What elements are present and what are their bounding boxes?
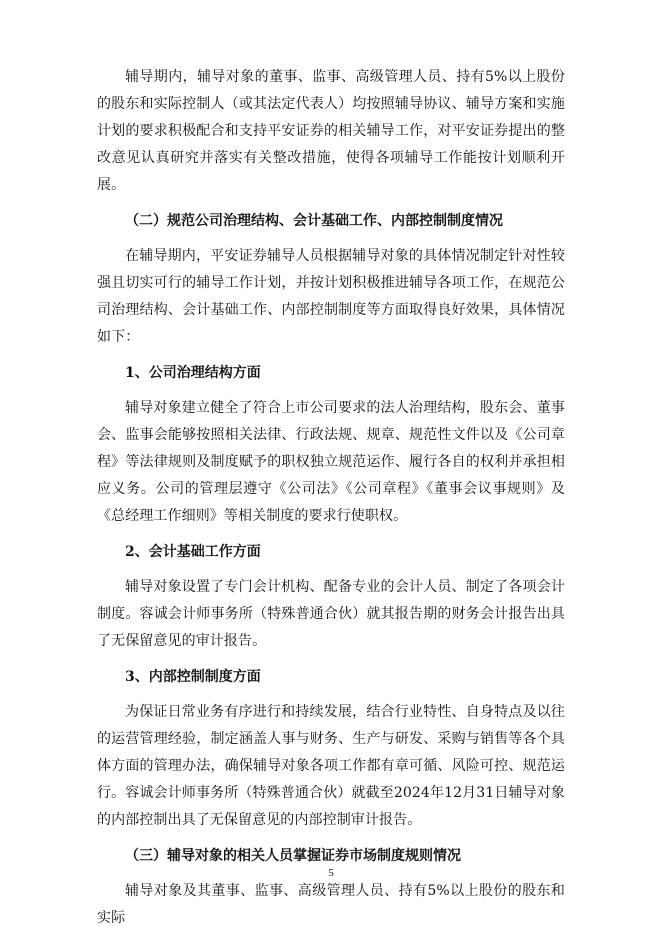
subheading-accounting: 2、会计基础工作方面 <box>125 544 261 560</box>
paragraph-guidance-cooperation: 辅导期内，辅导对象的董事、监事、高级管理人员、持有5%以上股份的股东和实际控制人（或其法定代表人）均按照辅导协议、辅导方案和实施计划的要求积极配合和支持平安证券的相关辅导工作，对平安证券提出的整改意见认真研究并落实有关整改措施，使得各项辅导工作能按计划顺利开展。 <box>97 69 565 193</box>
paragraph-internal-control: 为保证日常业务有序进行和持续发展，结合行业特性、自身特点及以往的运营管理经验，制定涵盖人事与财务、生产与研发、采购与销售等各个具体方面的管理办法，确保辅导对象各项工作都有章可循、风险可控、规范运行。容诚会计师事务所（特殊普通合伙）就截至2024年12月31日辅导对象的内部控制出具了无保留意见的内部控制审计报告。 <box>97 704 565 828</box>
paragraph-market-rules: 辅导对象及其董事、监事、高级管理人员、持有5%以上股份的股东和实际 <box>97 883 565 926</box>
section-heading-governance: （二）规范公司治理结构、会计基础工作、内部控制制度情况 <box>125 213 503 229</box>
paragraph-guidance-plan: 在辅导期内，平安证券辅导人员根据辅导对象的具体情况制定针对性较强且切实可行的辅导工作计划，并按计划积极推进辅导各项工作，在规范公司治理结构、会计基础工作、内部控制制度等方面取得良好效果，具体情况如下： <box>97 248 565 345</box>
subheading-corporate-governance: 1、公司治理结构方面 <box>125 365 261 381</box>
paragraph-corporate-governance: 辅导对象建立健全了符合上市公司要求的法人治理结构，股东会、董事会、监事会能够按照相关法律、行政法规、规章、规范性文件以及《公司章程》等法律规则及制度赋予的职权独立规范运作、履行各自的权利并承担相应义务。公司的管理层遵守《公司法》《公司章程》《董事会议事规则》及《总经理工作细则》等相关制度的要求行使职权。 <box>97 400 565 524</box>
document-body <box>97 64 565 938</box>
subheading-internal-control: 3、内部控制制度方面 <box>125 669 261 685</box>
section-heading-market-rules: （三）辅导对象的相关人员掌握证券市场制度规则情况 <box>125 848 461 864</box>
page-number: 5 <box>328 867 334 879</box>
paragraph-accounting: 辅导对象设置了专门会计机构、配备专业的会计人员、制定了各项会计制度。容诚会计师事务所（特殊普通合伙）就其报告期的财务会计报告出具了无保留意见的审计报告。 <box>97 579 565 649</box>
